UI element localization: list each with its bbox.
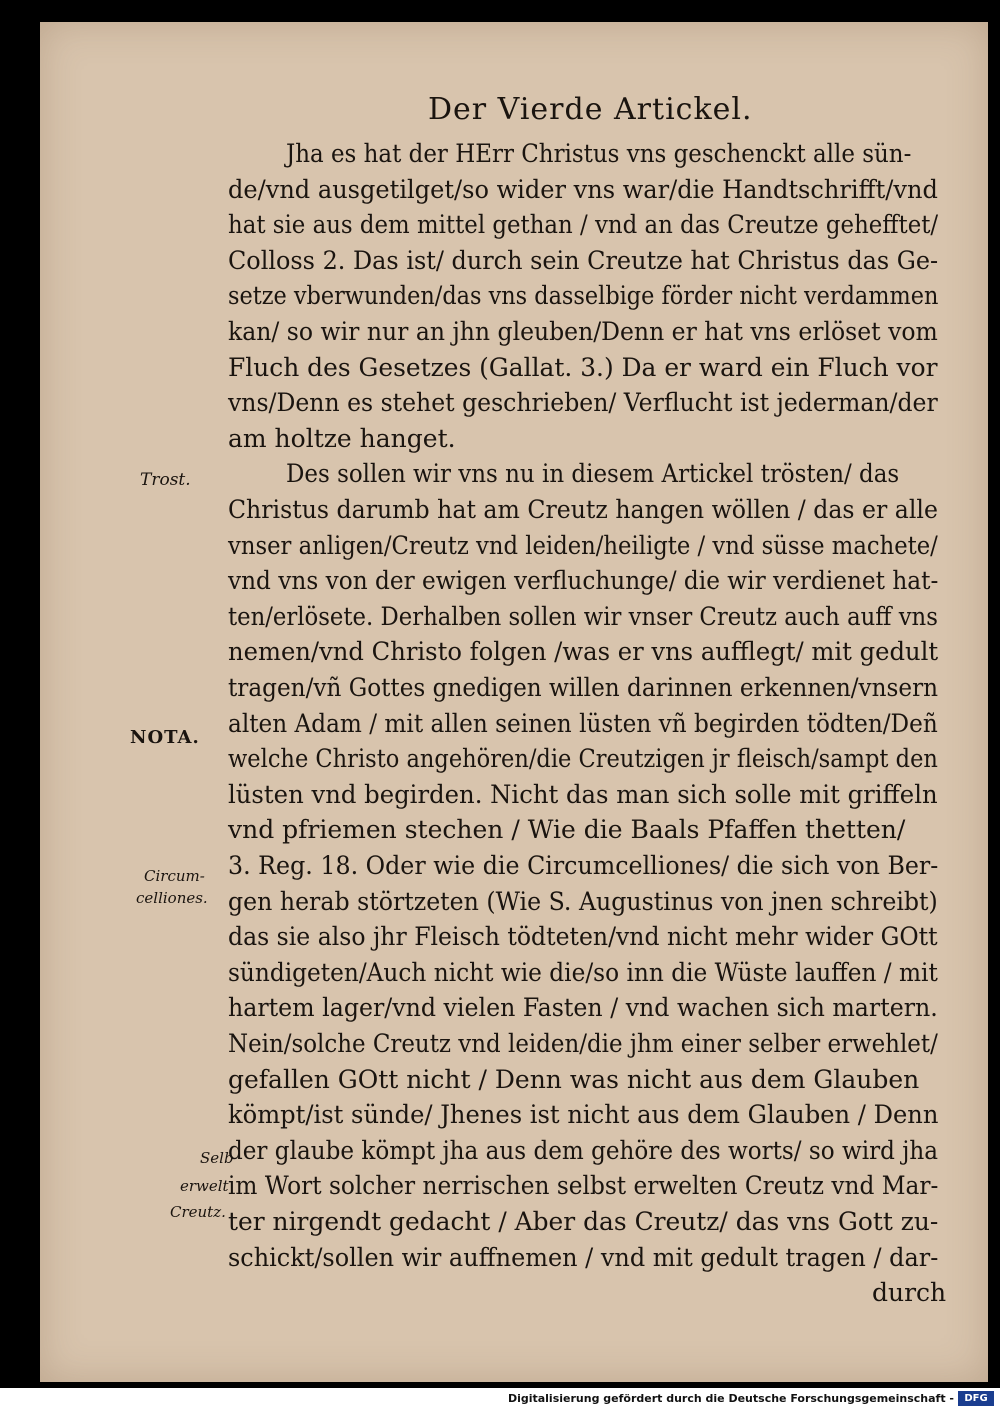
text-line: nemen/vnd Christo folgen /was er vns aufflegt/ mit gedult xyxy=(228,637,939,667)
margin-note-circum: celliones. xyxy=(136,889,208,907)
text-line: hat sie aus dem mittel gethan / vnd an das Creutze gehefftet/ xyxy=(228,210,939,240)
text-line: welche Christo angehören/die Creutzigen jr fleisch/sampt den xyxy=(228,744,938,774)
text-line: alten Adam / mit allen seinen lüsten vñ begirden tödten/Deñ xyxy=(228,708,938,738)
text-line: 3. Reg. 18. Oder wie die Circumcelliones/ die sich von Ber- xyxy=(228,851,939,880)
text-line: das sie also jhr Fleisch tödteten/vnd nicht mehr wider GOtt xyxy=(228,922,938,952)
text-line: schickt/sollen wir auffnemen / vnd mit gedult tragen / dar- xyxy=(228,1242,939,1272)
text-line: hartem lager/vnd vielen Fasten / vnd wachen sich martern. xyxy=(228,993,938,1023)
dfg-logo: DFG xyxy=(958,1391,994,1406)
text-line: Colloss 2. Das ist/ durch sein Creutze hat Christus das Ge- xyxy=(228,245,939,275)
margin-note-selb: erwelt xyxy=(180,1177,229,1195)
text-line: am holtze hanget. xyxy=(228,423,456,453)
text-line: vnd vns von der ewigen verfluchunge/ die wir verdienet hat- xyxy=(228,566,939,596)
margin-note-trost: Trost. xyxy=(140,470,191,490)
text-line: ter nirgendt gedacht / Aber das Creutz/ das vns Gott zu- xyxy=(228,1207,939,1236)
margin-note-selb: Selb xyxy=(200,1149,234,1167)
text-line: Fluch des Gesetzes (Gallat. 3.) Da er ward ein Fluch vor xyxy=(228,352,938,382)
text-line: vnser anligen/Creutz vnd leiden/heiligte / vnd süsse machete/ xyxy=(228,530,938,560)
running-head: Der Vierde Artickel. xyxy=(428,92,753,127)
text-line: ten/erlösete. Derhalben sollen wir vnser Creutz auch auff vns xyxy=(228,601,938,631)
catchword: durch xyxy=(872,1278,947,1308)
text-line: gefallen GOtt nicht / Denn was nicht aus dem Glauben xyxy=(228,1064,920,1094)
text-line: sündigeten/Auch nicht wie die/so inn die Wüste lauffen / mit xyxy=(228,957,938,987)
margin-note-nota: NOTA. xyxy=(130,727,200,748)
funding-credit: Digitalisierung gefördert durch die Deutsche Forschungsgemeinschaft - xyxy=(507,1392,954,1405)
text-line: gen herab störtzeten (Wie S. Augustinus von jnen schreibt) xyxy=(228,886,938,916)
text-line: Des sollen wir vns nu in diesem Artickel trösten/ das xyxy=(286,459,900,489)
text-line: vnd pfriemen stechen / Wie die Baals Pfaffen thetten/ xyxy=(228,815,906,845)
text-line: kömpt/ist sünde/ Jhenes ist nicht aus dem Glauben / Denn xyxy=(228,1100,939,1130)
margin-note-selb: Creutz. xyxy=(170,1203,226,1221)
margin-note-circum: Circum- xyxy=(144,867,205,885)
text-line: Nein/solche Creutz vnd leiden/die jhm einer selber erwehlet/ xyxy=(228,1029,938,1058)
text-line: Jha es hat der HErr Christus vns geschenckt alle sün- xyxy=(286,139,912,168)
text-line: setze vberwunden/das vns dasselbige förder nicht verdammen xyxy=(228,281,939,311)
text-line: de/vnd ausgetilget/so wider vns war/die Handtschrifft/vnd xyxy=(228,174,938,204)
text-line: lüsten vnd begirden. Nicht das man sich solle mit griffeln xyxy=(228,779,938,809)
text-line: tragen/vñ Gottes gnedigen willen darinnen erkennen/vnsern xyxy=(228,673,939,702)
text-line: kan/ so wir nur an jhn gleuben/Denn er hat vns erlöset vom xyxy=(228,317,938,346)
text-line: im Wort solcher nerrischen selbst erwelten Creutz vnd Mar- xyxy=(228,1171,939,1201)
text-line: vns/Denn es stehet geschrieben/ Verflucht ist jederman/der xyxy=(228,388,938,418)
text-line: der glaube kömpt jha aus dem gehöre des worts/ so wird jha xyxy=(228,1135,939,1165)
text-line: Christus darumb hat am Creutz hangen wöllen / das er alle xyxy=(228,495,938,524)
